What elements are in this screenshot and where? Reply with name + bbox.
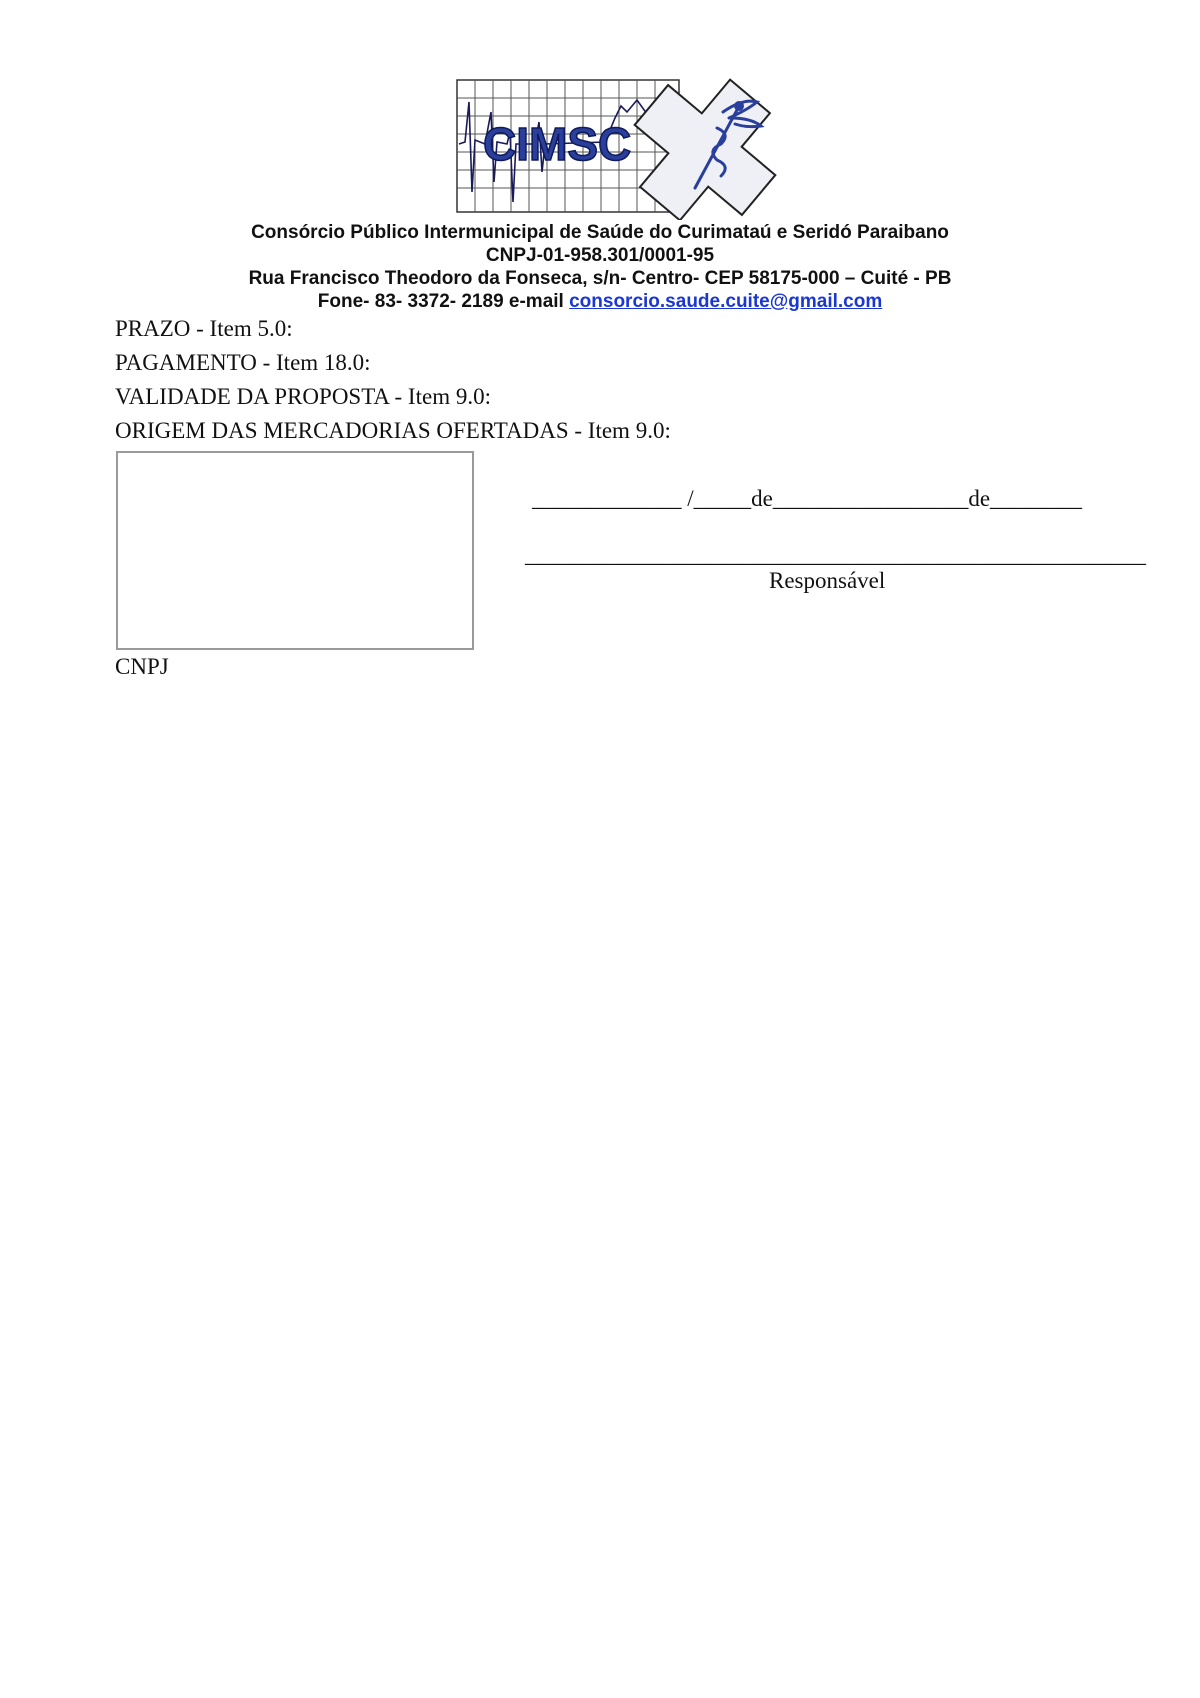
validade-field: VALIDADE DA PROPOSTA - Item 9.0: (115, 384, 491, 409)
org-name: Consórcio Público Intermunicipal de Saúde do Curimataú e Seridó Paraibano (251, 222, 949, 243)
signature-line: ______________________________________________________ (525, 542, 1146, 567)
email-link[interactable]: consorcio.saude.cuite@gmail.com (569, 291, 883, 312)
cnpj-stamp-box (116, 451, 474, 650)
logo-text: CIMSC (483, 118, 632, 170)
date-line: _____________ /_____de_________________de________ (532, 486, 1083, 511)
cnpj-stamp-label: CNPJ (115, 654, 169, 679)
cimsc-logo (455, 72, 815, 220)
phone-text: Fone- 83- 3372- 2189 e-mail (317, 291, 570, 312)
pagamento-field: PAGAMENTO - Item 18.0: (115, 350, 371, 375)
org-cnpj: CNPJ-01-958.301/0001-95 (485, 245, 715, 266)
responsavel-label: Responsável (769, 568, 886, 593)
org-address: Rua Francisco Theodoro da Fonseca, s/n- Centro- CEP 58175-000 – Cuité - PB (248, 268, 952, 289)
origem-field: ORIGEM DAS MERCADORIAS OFERTADAS - Item 9.0: (115, 418, 671, 443)
prazo-field: PRAZO - Item 5.0: (115, 316, 293, 341)
org-contact (0, 291, 1200, 313)
